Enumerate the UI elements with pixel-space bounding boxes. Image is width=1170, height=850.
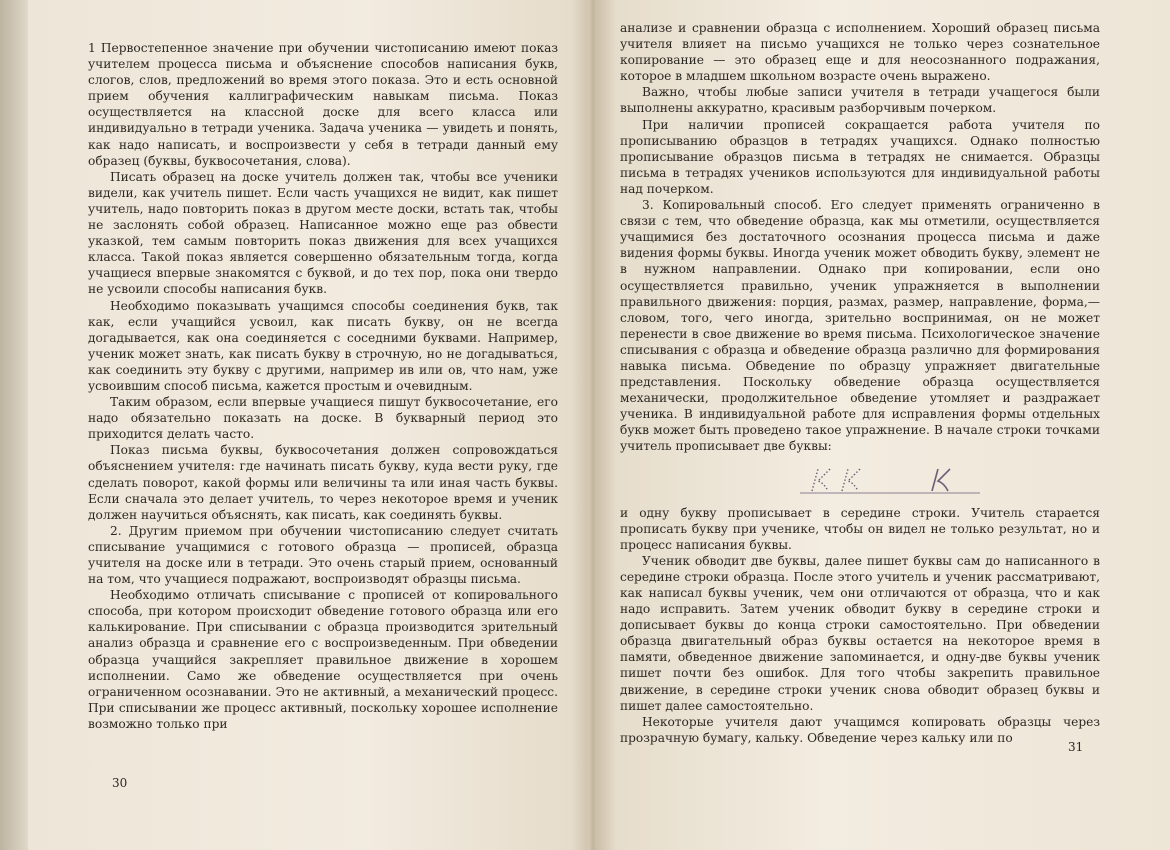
- paragraph: Писать образец на доске учитель должен так, чтобы все ученики видели, как учитель пишет. Если часть учащихся не видит, как пишет учитель, надо повторить показ в другом месте доски, встать так, чтобы не заслонять собой образец. Написанное можно еще раз обвести указкой, тем самым повторить показ движения для всех учащихся класса. Такой показ является совершенно обязательным тогда, когда учащиеся впервые знакомятся с буквой, и до тех пор, пока они твердо не усвоили способы написания букв.: [88, 169, 558, 297]
- handwriting-sample: [620, 461, 1100, 501]
- handwriting-sample-image: [800, 461, 1000, 501]
- paragraph: Необходимо отличать списывание с прописей от копировального способа, при котором происходит обведение готового образца или его калькирование. При списывании с образца производится зрительный анализ образца и сравнение его с воспроизведенным. При обведении образца учащийся закрепляет правильное движение в хорошем исполнении. Само же обведение осуществляется при очень ограниченном осознавании. Это не активный, а механический процесс. При списывании же процесс активный, поскольку хорошее исполнение возможно только при: [88, 588, 558, 731]
- paragraph: Важно, чтобы любые записи учителя в тетради учащегося были выполнены аккуратно, красивым разборчивым почерком.: [620, 85, 1100, 116]
- page-number-right: 31: [1068, 740, 1084, 754]
- paragraph: Таким образом, если впервые учащиеся пишут буквосочетание, его надо обязательно показать на доске. В букварный период это приходится делать часто.: [88, 395, 558, 442]
- paragraph: 3. Копировальный способ. Его следует применять ограниченно в связи с тем, что обведение образца, как мы отметили, осуществляется учащимися без достаточного осознания процесса письма и даже видения формы буквы. Иногда ученик может обводить букву, элемент не в нужном направлении. Однако при копировании, если оно осуществляется правильно, ученик упражняется в выполнении правильного движения: порция, размах, размер, направление, форма,— словом, того, чего иногда, зрительно воспринимая, он не может перенести в свое движение во время письма. Психологическое значение списывания с образца и обведение образца различно для формирования навыка письма. Обведение по образцу упражняет двигательные представления. Поскольку обведение образца осуществляется механически, продолжительное обведение утомляет и раздражает ученика. В индивидуальной работе для исправления формы отдельных букв может быть проведено такое упражнение. В начале строки точками учитель прописывает две буквы:: [620, 198, 1100, 454]
- left-page: [28, 0, 594, 850]
- paragraph: При наличии прописей сокращается работа учителя по прописыванию образцов в тетрадях учащихся. Однако полностью прописывание образцов письма в тетрадях не снимается. Образцы письма в тетрадях учеников используются для индивидуальной работы над почерком.: [620, 117, 1100, 196]
- solid-letter: [932, 469, 950, 491]
- paragraph: Необходимо показывать учащимся способы соединения букв, так как, если учащийся усвоил, как писать букву, он не всегда догадывается, как она соединяется с соседними буквами. Например, ученик может знать, как писать букву в строчную, но не догадываться, как соединить эту букву с другими, например ив или ов, что нам, уже усвоившим способ письма, кажется простым и очевидным.: [88, 298, 558, 393]
- paragraph: Некоторые учителя дают учащимся копировать образцы через прозрачную бумагу, кальку. Обведение через кальку или по: [620, 714, 1100, 745]
- paragraph: 2. Другим приемом при обучении чистописанию следует считать списывание учащимися с готового образца — прописей, образца учителя на доске или в тетради. Это очень старый прием, основанный на том, что учащиеся подражают, воспроизводят образцы письма.: [88, 523, 558, 587]
- dotted-letters: [812, 469, 860, 491]
- paragraph: анализе и сравнении образца с исполнением. Хороший образец письма учителя влияет на письмо учащихся не только через сознательное копирование — это образец еще и для неосознанного подражания, которое в младшем школьном возрасте очень выражено.: [620, 21, 1100, 84]
- paragraph: Показ письма буквы, буквосочетания должен сопровождаться объяснением учителя: где начинать писать букву, куда вести руку, где сделать поворот, какой формы или величины та или иная часть буквы. Если сначала это делает учитель, то через некоторое время и ученик должен научиться объяснять, как писать, как соединять буквы.: [88, 443, 558, 522]
- paragraph: Ученик обводит две буквы, далее пишет буквы сам до написанного в середине строки образца. После этого учитель и ученик рассматривают, как написал буквы ученик, чем они отличаются от образца, что и как надо исправить. Затем ученик обводит букву в середине строки и дописывает буквы до конца строки самостоятельно. При обведении образца двигательный образ буквы остается на некоторое время в памяти, обведенное движение запоминается, и одну-две буквы ученик пишет почти без ошибок. Для того чтобы закрепить правильное движение, в середине строки ученик снова обводит образец буквы и пишет далее самостоятельно.: [620, 553, 1100, 713]
- handwriting-sample-label: К К К: [800, 460, 803, 462]
- left-page-text: [88, 40, 558, 732]
- left-edge-shadow: [0, 0, 28, 850]
- right-page: [594, 0, 1170, 850]
- paragraph: 1 Первостепенное значение при обучении чистописанию имеют показ учителем процесса письма и объяснение способов написания букв, слогов, слов, предложений во время этого показа. Это и есть основной прием обучения каллиграфическим навыкам письма. Показ осуществляется на классной доске для всего класса или индивидуально в тетради ученика. Задача ученика — увидеть и понять, как надо написать, и воспроизвести у себя в тетради данный ему образец (буквы, буквосочетания, слова).: [88, 41, 558, 168]
- page-number-left: 30: [112, 776, 128, 790]
- paragraph: и одну букву прописывает в середине строки. Учитель старается прописать букву при ученике, чтобы он видел не только результат, но и процесс написания буквы.: [620, 505, 1100, 552]
- right-page-text: [620, 20, 1100, 746]
